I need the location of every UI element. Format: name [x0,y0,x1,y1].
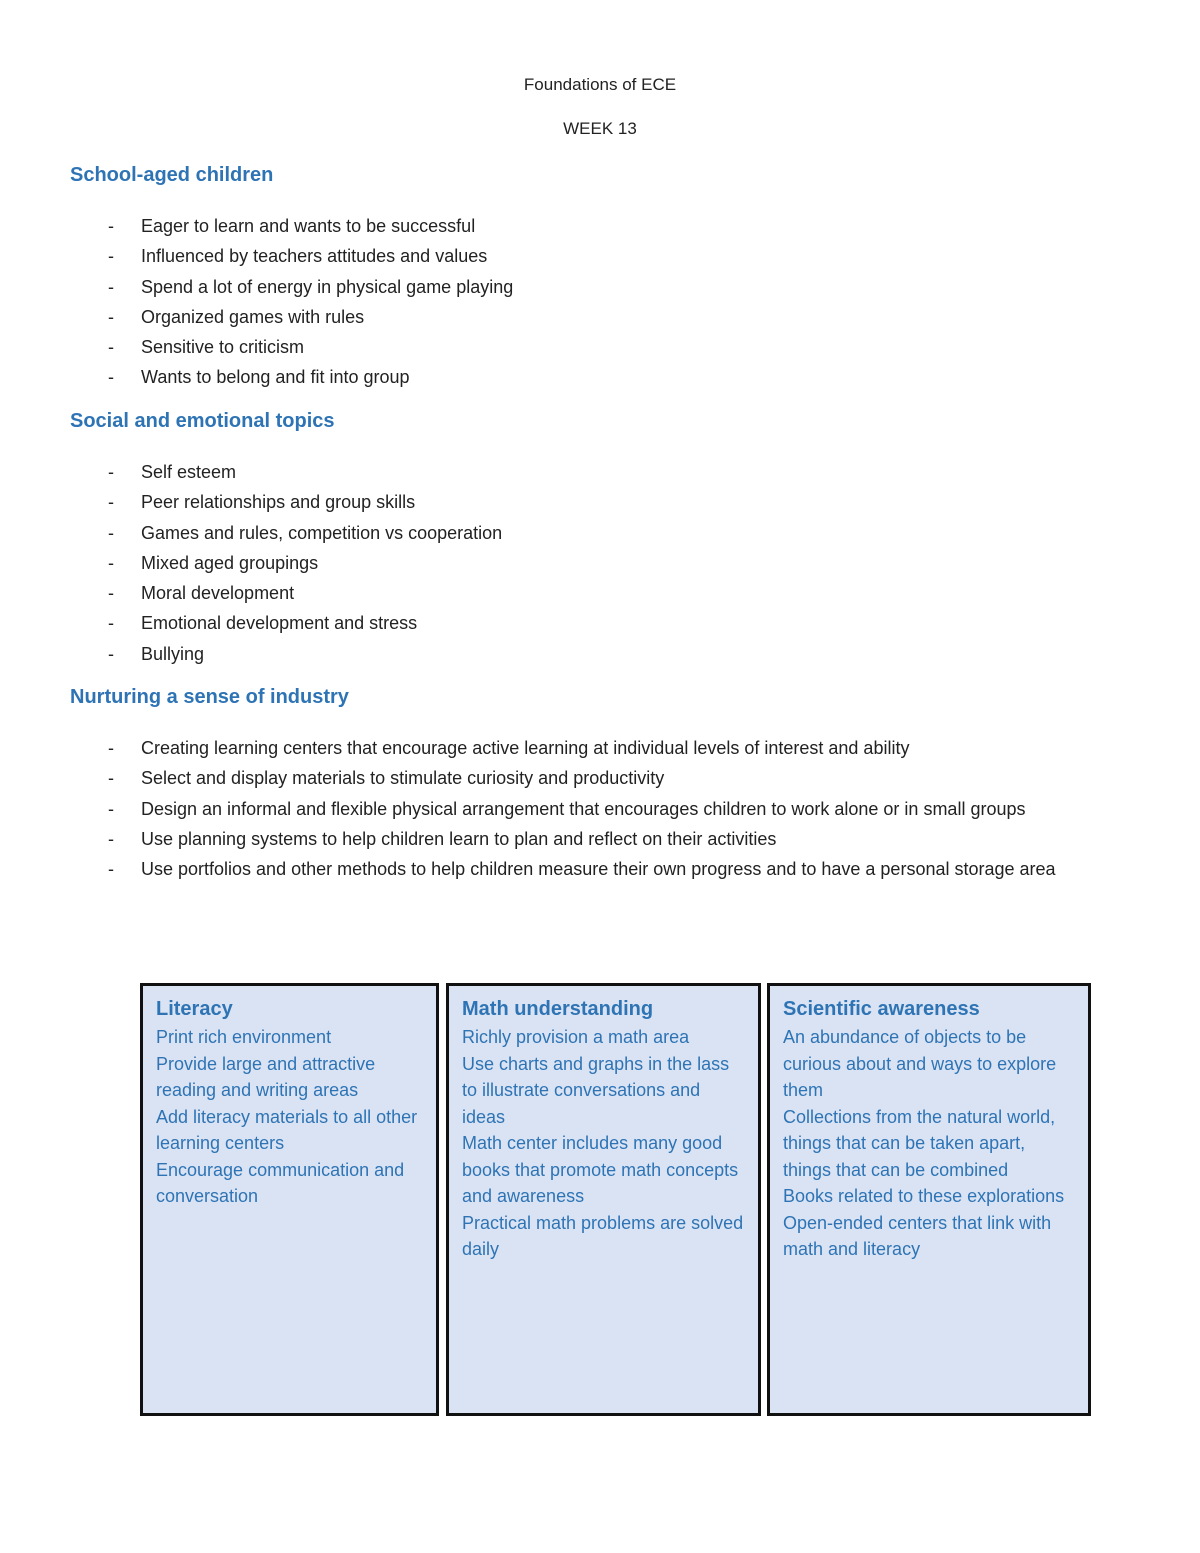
box-item: Encourage communication and conversation [156,1159,405,1206]
list-item: - Wants to belong and fit into group [70,362,1150,392]
box-title: Scientific awareness [783,998,980,1020]
section-social-emotional-topics [70,409,1150,669]
list-item: - Bullying [70,639,1150,669]
box-title: Literacy [156,998,233,1020]
box-item: Practical math problems are solved daily [462,1212,744,1259]
document-title: Foundations of ECE [523,75,677,94]
bullet-list [70,211,1150,393]
section-heading: Social and emotional topics [70,410,335,432]
math-understanding-box [446,983,761,1416]
list-item: - Design an informal and flexible physical arrangement that encourages children to work alone or in small groups [70,794,1150,824]
box-item: Books related to these explorations [783,1186,1065,1206]
list-item: - Moral development [70,578,1150,608]
box-item: Print rich environment [156,1027,332,1047]
list-item: - Organized games with rules [70,302,1150,332]
list-item: - Use planning systems to help children learn to plan and reflect on their activities [70,824,1150,854]
box-item: Collections from the natural world, things that can be taken apart, things that can be combined [783,1106,1056,1180]
section-heading: Nurturing a sense of industry [70,686,349,708]
box-item: Add literacy materials to all other learning centers [156,1106,418,1153]
section-nurturing-industry [70,685,1150,884]
box-item: Use charts and graphs in the lass to illustrate conversations and ideas [462,1053,730,1127]
box-item: Richly provision a math area [462,1027,690,1047]
list-item: - Influenced by teachers attitudes and values [70,241,1150,271]
list-item: - Eager to learn and wants to be successful [70,211,1150,241]
box-title: Math understanding [462,998,654,1020]
list-item: - Self esteem [70,457,1150,487]
box-item: An abundance of objects to be curious about and ways to explore them [783,1027,1057,1100]
bullet-list [70,733,1150,884]
box-item: Math center includes many good books that promote math concepts and awareness [462,1133,739,1206]
box-item: Provide large and attractive reading and writing areas [156,1053,376,1100]
list-item: - Use portfolios and other methods to help children measure their own progress and to have a personal storage area [70,854,1150,884]
list-item: - Games and rules, competition vs cooperation [70,518,1150,548]
literacy-box [140,983,439,1416]
section-school-aged-children [70,163,1150,393]
section-heading: School-aged children [70,164,274,186]
list-item: - Creating learning centers that encourage active learning at individual levels of interest and ability [70,733,1150,763]
list-item: - Spend a lot of energy in physical game playing [70,272,1150,302]
list-item: - Select and display materials to stimulate curiosity and productivity [70,763,1150,793]
bullet-list [70,457,1150,669]
box-item: Open-ended centers that link with math and literacy [783,1212,1052,1259]
scientific-awareness-box [767,983,1091,1416]
list-item: - Emotional development and stress [70,608,1150,638]
list-item: - Mixed aged groupings [70,548,1150,578]
week-label: WEEK 13 [563,119,637,138]
list-item: - Peer relationships and group skills [70,487,1150,517]
list-item: - Sensitive to criticism [70,332,1150,362]
